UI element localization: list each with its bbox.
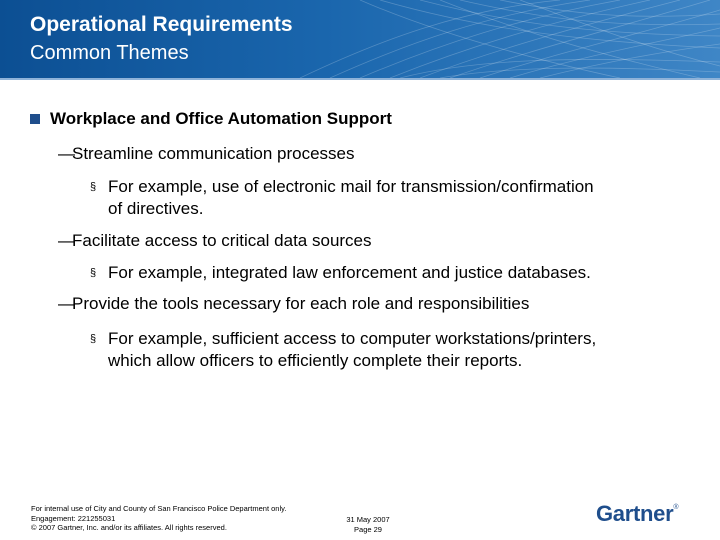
slide-subtitle: Common Themes [30, 42, 189, 64]
example-bullet-item [90, 176, 710, 220]
example-text-line2: which allow officers to efficiently complete their reports. [108, 351, 523, 370]
dash-icon: — [58, 144, 75, 163]
example-text-line1: For example, use of electronic mail for transmission/confirmation [108, 177, 594, 196]
logo-text: Gartner [596, 501, 674, 526]
sub-bullet-item [58, 294, 529, 314]
example-text-line2: of directives. [108, 199, 204, 218]
footer-date-block [338, 515, 398, 534]
dash-icon: — [58, 294, 75, 313]
example-bullet-item [90, 262, 710, 284]
header-mesh-background [0, 0, 720, 78]
sub-bullet-text: Provide the tools necessary for each role and responsibilities [72, 294, 530, 313]
example-text-line1: For example, sufficient access to computer workstations/printers, [108, 329, 597, 348]
example-bullet-item [90, 328, 710, 372]
footer-page-number: Page 29 [354, 524, 382, 534]
header-divider [0, 78, 720, 80]
sub-bullet-text: Facilitate access to critical data sources [72, 231, 372, 250]
footer-disclaimer [31, 504, 286, 533]
section-mark-icon: § [90, 333, 97, 345]
sub-bullet-item [58, 231, 372, 251]
sub-bullet-item [58, 144, 355, 164]
square-bullet-icon [30, 114, 40, 124]
section-mark-icon: § [90, 267, 97, 279]
gartner-logo [596, 501, 678, 527]
footer-copyright-line: © 2007 Gartner, Inc. and/or its affiliates. All rights reserved. [31, 523, 227, 532]
footer-date: 31 May 2007 [346, 515, 390, 524]
example-text-line1: For example, integrated law enforcement and justice databases. [108, 263, 591, 282]
dash-icon: — [58, 231, 75, 250]
main-bullet-heading: Workplace and Office Automation Support [50, 109, 392, 128]
slide-header [0, 0, 720, 78]
section-mark-icon: § [90, 181, 97, 193]
slide-title: Operational Requirements [30, 13, 293, 36]
registered-mark: ® [673, 504, 679, 511]
footer-engagement-line: Engagement: 221255031 [31, 513, 116, 523]
sub-bullet-text: Streamline communication processes [72, 144, 355, 163]
footer-note-line: For internal use of City and County of San Francisco Police Department only. [31, 504, 287, 513]
